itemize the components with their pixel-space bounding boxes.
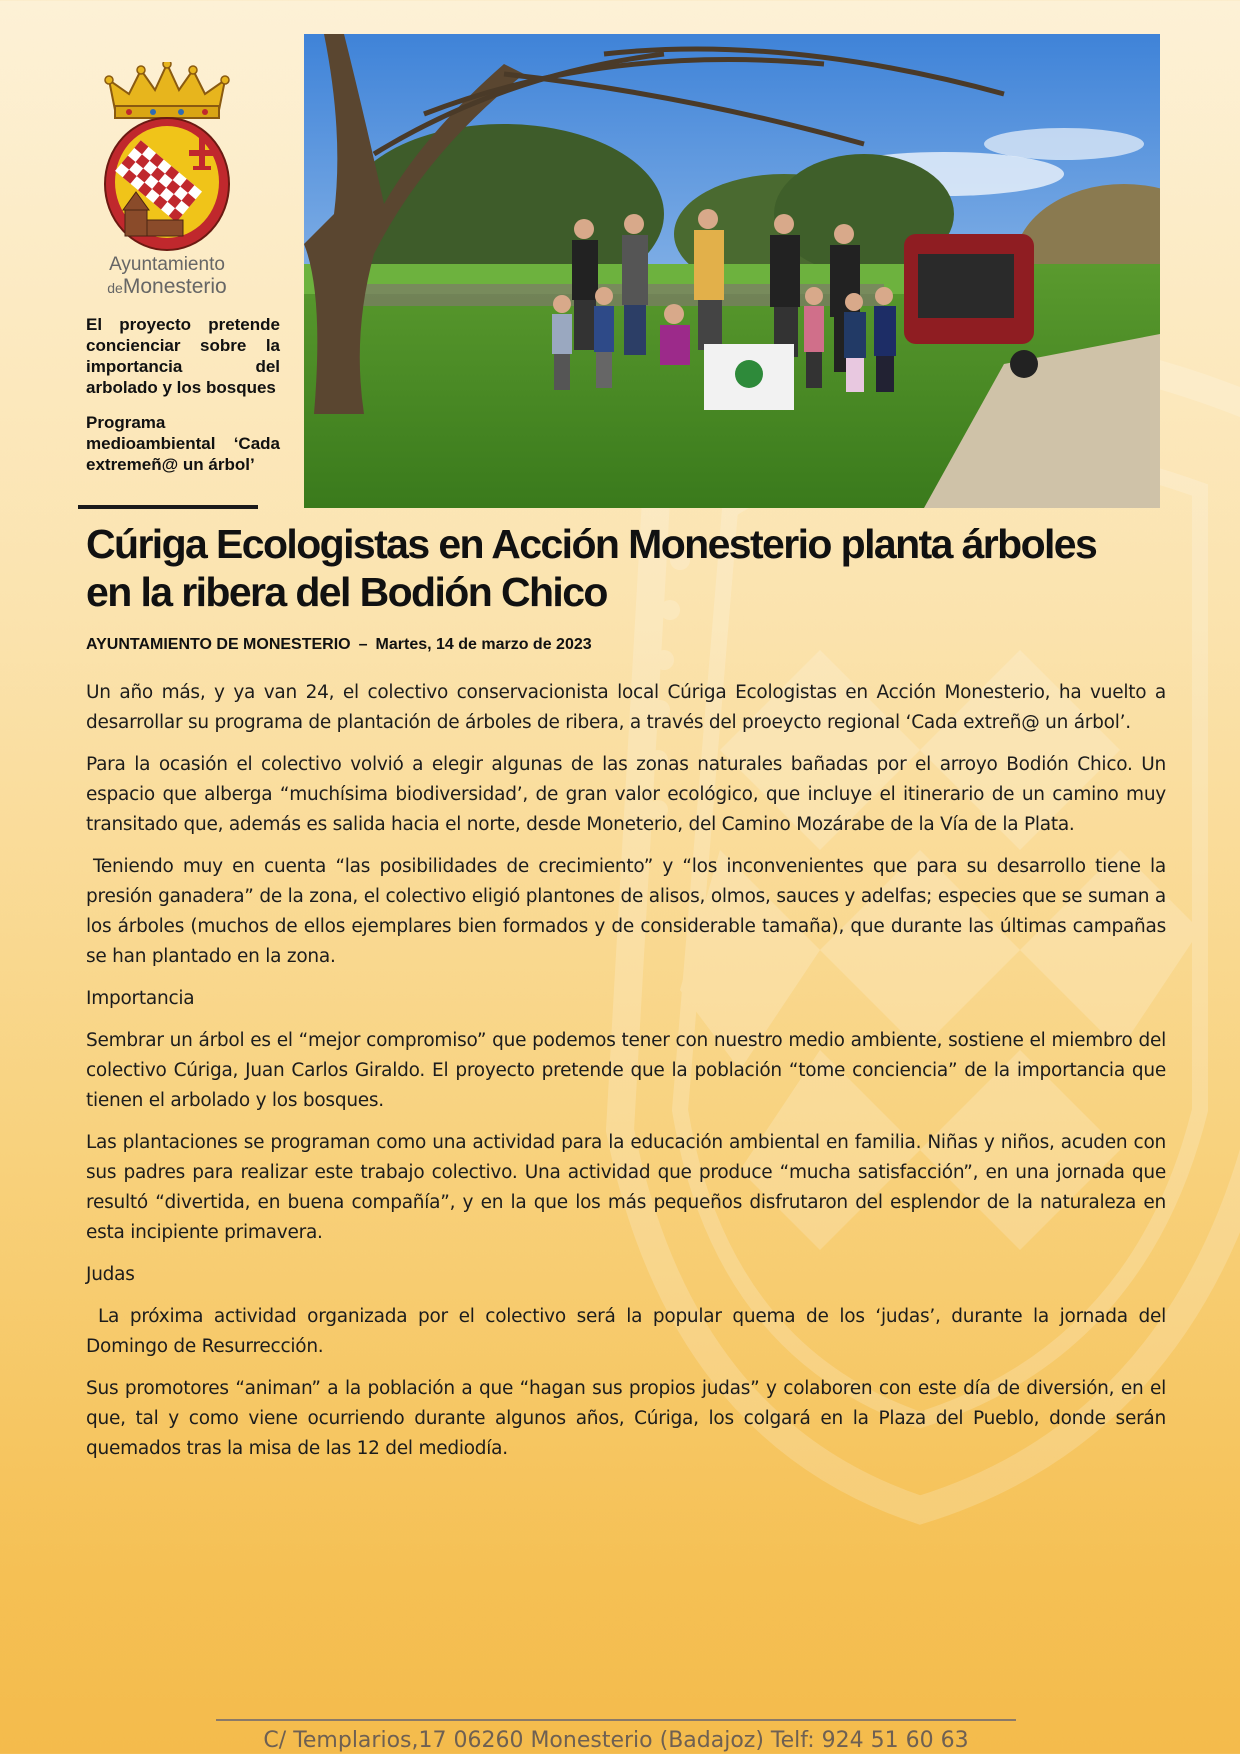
group-photo-icon: [304, 34, 1160, 508]
logo-line2-main: Monesterio: [122, 275, 227, 298]
article-body: [86, 678, 1166, 1476]
sidebar-highlight-1: El proyecto pretende concienciar sobre la importancia del arbolado y los bosques: [86, 315, 280, 397]
paragraph: Sembrar un árbol es el “mejor compromiso” que podemos tener con nuestro medio ambiente, sostiene el miembro del colectivo Cúriga, Juan Carlos Giraldo. El proyecto pretende que la población “tome conciencia” de la importancia que tienen el arbolado y los bosques.: [86, 1030, 1166, 1111]
section-divider: [78, 505, 258, 509]
paragraph: La próxima actividad organizada por el colectivo será la popular quema de los ‘judas’, durante la jornada del Domingo de Resurrección.: [86, 1306, 1166, 1357]
byline-date: Martes, 14 de marzo de 2023: [375, 636, 592, 653]
coat-of-arms-icon: [97, 62, 237, 252]
article-photo: [304, 34, 1160, 508]
headline-line1: Cúriga Ecologistas en Acción Monesterio planta árboles: [86, 521, 1097, 567]
footer-divider: [216, 1719, 1016, 1721]
paragraph: Teniendo muy en cuenta “las posibilidades de crecimiento” y “los inconvenientes que para su desarrollo tiene la presión ganadera” de la zona, el colectivo eligió plantones de alisos, olmos, sauces y adelfas; especies que se suman a los árboles (muchos de ellos ejemplares bien formados y de considerable tamaña), que durante las últimas campañas se han plantado en la zona.: [86, 856, 1166, 967]
logo-line1: Ayuntamiento: [109, 254, 225, 275]
article-byline: [86, 636, 1166, 654]
section-heading-importancia: Importancia: [86, 988, 195, 1009]
sidebar-highlights: [86, 314, 280, 489]
headline-line2: en la ribera del Bodión Chico: [86, 569, 607, 615]
paragraph: Las plantaciones se programan como una actividad para la educación ambiental en familia. Niñas y niños, acuden con sus padres para realizar este trabajo colectivo. Una actividad que produce “mucha satisfacción”, en una jornada que resultó “divertida, en buena compañía”, y en la que los más pequeños disfrutaron del esplendor de la naturaleza en esta incipiente primavera.: [86, 1132, 1166, 1243]
logo-line2: [92, 276, 242, 299]
section-heading-judas: Judas: [86, 1264, 135, 1285]
byline-separator: –: [358, 636, 368, 653]
sidebar-highlight-2: Programa medioambiental ‘Cada extremeñ@ un árbol’: [86, 413, 280, 474]
paragraph: Sus promotores “animan” a la población a que “hagan sus propios judas” y colaboren con este día de diversión, en el que, tal y como viene ocurriendo durante algunos años, Cúriga, los colgará en la Plaza del Pueblo, donde serán quemados tras la misa de las 12 del mediodía.: [86, 1378, 1166, 1459]
paragraph: Para la ocasión el colectivo volvió a elegir algunas de las zonas naturales bañadas por el arroyo Bodión Chico. Un espacio que alberga “muchísima biodiversidad’, de gran valor ecológico, que incluye el itinerario de un camino muy transitado que, además es salida hacia el norte, desde Moneterio, del Camino Mozárabe de la Vía de la Plata.: [86, 754, 1166, 835]
municipality-logo: [92, 62, 242, 302]
paragraph: Un año más, y ya van 24, el colectivo conservacionista local Cúriga Ecologistas en Acción Monesterio, ha vuelto a desarrollar su programa de plantación de árboles de ribera, a través del proeycto regional ‘Cada extreñ@ un árbol’.: [86, 682, 1166, 733]
logo-line2-small: de: [107, 280, 123, 296]
logo-caption: [92, 254, 242, 299]
byline-source: AYUNTAMIENTO DE MONESTERIO: [86, 636, 351, 653]
footer-address: C/ Templarios,17 06260 Monesterio (Badajoz) Telf: 924 51 60 63: [263, 1728, 969, 1753]
article-headline: [86, 520, 1166, 616]
